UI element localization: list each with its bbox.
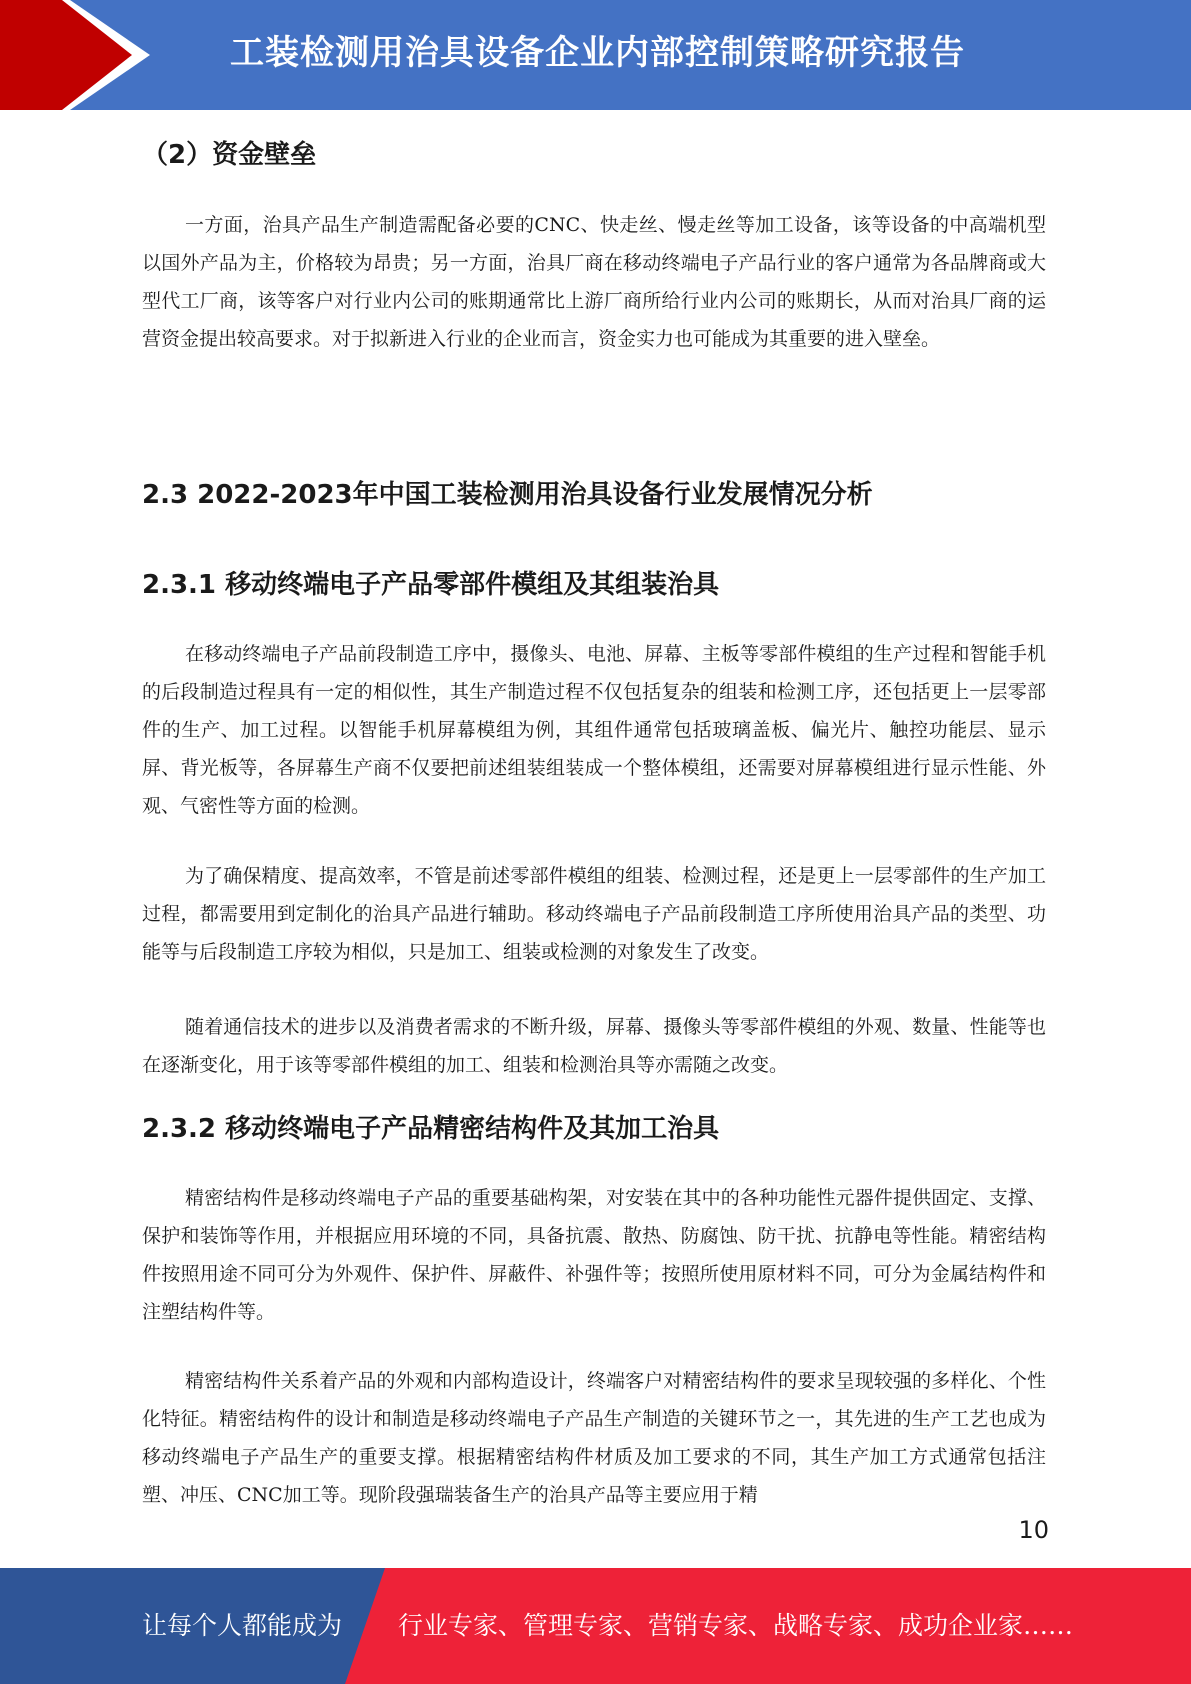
header-chevron-decoration <box>0 0 150 110</box>
paragraph-capital-barrier: 一方面，治具产品生产制造需配备必要的CNC、快走丝、慢走丝等加工设备，该等设备的中高端机型以国外产品为主，价格较为昂贵；另一方面，治具厂商在移动终端电子产品行业的客户通常为各品牌商或大型代工厂商，该等客户对行业内公司的账期通常比上游厂商所给行业内公司的账期长，从而对治具厂商的运营资金提出较高要求。对于拟新进入行业的企业而言，资金实力也可能成为其重要的进入壁垒。 <box>142 214 1046 350</box>
section-heading-2-3-1: 2.3.1 移动终端电子产品零部件模组及其组装治具 <box>142 570 720 600</box>
section-heading-2-3-2: 2.3.2 移动终端电子产品精密结构件及其加工治具 <box>142 1114 720 1144</box>
paragraph-2-3-2-2: 精密结构件关系着产品的外观和内部构造设计，终端客户对精密结构件的要求呈现较强的多样化、个性化特征。精密结构件的设计和制造是移动终端电子产品生产制造的关键环节之一，其先进的生产工艺也成为移动终端电子产品生产的重要支撑。根据精密结构件材质及加工要求的不同，其生产加工方式通常包括注塑、冲压、CNC加工等。现阶段强瑞装备生产的治具产品等主要应用于精 <box>142 1370 1046 1506</box>
header-title: 工装检测用治具设备企业内部控制策略研究报告 <box>230 33 965 73</box>
footer-slogan-right: 行业专家、管理专家、营销专家、战略专家、成功企业家…… <box>398 1611 1074 1640</box>
section-heading-capital-barrier: （2）资金壁垒 <box>142 140 317 170</box>
footer-slogan-left: 让每个人都能成为 <box>142 1611 343 1640</box>
page-footer <box>0 1568 1191 1684</box>
page-number: 10 <box>1018 1516 1049 1544</box>
paragraph-2-3-1-2: 为了确保精度、提高效率，不管是前述零部件模组的组装、检测过程，还是更上一层零部件的生产加工过程，都需要用到定制化的治具产品进行辅助。移动终端电子产品前段制造工序所使用治具产品的类型、功能等与后段制造工序较为相似，只是加工、组装或检测的对象发生了改变。 <box>142 865 1046 963</box>
paragraph-2-3-2-1: 精密结构件是移动终端电子产品的重要基础构架，对安装在其中的各种功能性元器件提供固定、支撑、保护和装饰等作用，并根据应用环境的不同，具备抗震、散热、防腐蚀、防干扰、抗静电等性能。精密结构件按照用途不同可分为外观件、保护件、屏蔽件、补强件等；按照所使用原材料不同，可分为金属结构件和注塑结构件等。 <box>142 1187 1046 1323</box>
page-header <box>0 0 1191 110</box>
paragraph-2-3-1-3: 随着通信技术的进步以及消费者需求的不断升级，屏幕、摄像头等零部件模组的外观、数量、性能等也在逐渐变化，用于该等零部件模组的加工、组装和检测治具等亦需随之改变。 <box>142 1016 1046 1076</box>
section-heading-2-3: 2.3 2022-2023年中国工装检测用治具设备行业发展情况分析 <box>142 480 873 510</box>
paragraph-2-3-1-1: 在移动终端电子产品前段制造工序中，摄像头、电池、屏幕、主板等零部件模组的生产过程和智能手机的后段制造过程具有一定的相似性，其生产制造过程不仅包括复杂的组装和检测工序，还包括更上一层零部件的生产、加工过程。以智能手机屏幕模组为例，其组件通常包括玻璃盖板、偏光片、触控功能层、显示屏、背光板等，各屏幕生产商不仅要把前述组装组装成一个整体模组，还需要对屏幕模组进行显示性能、外观、气密性等方面的检测。 <box>142 643 1046 817</box>
